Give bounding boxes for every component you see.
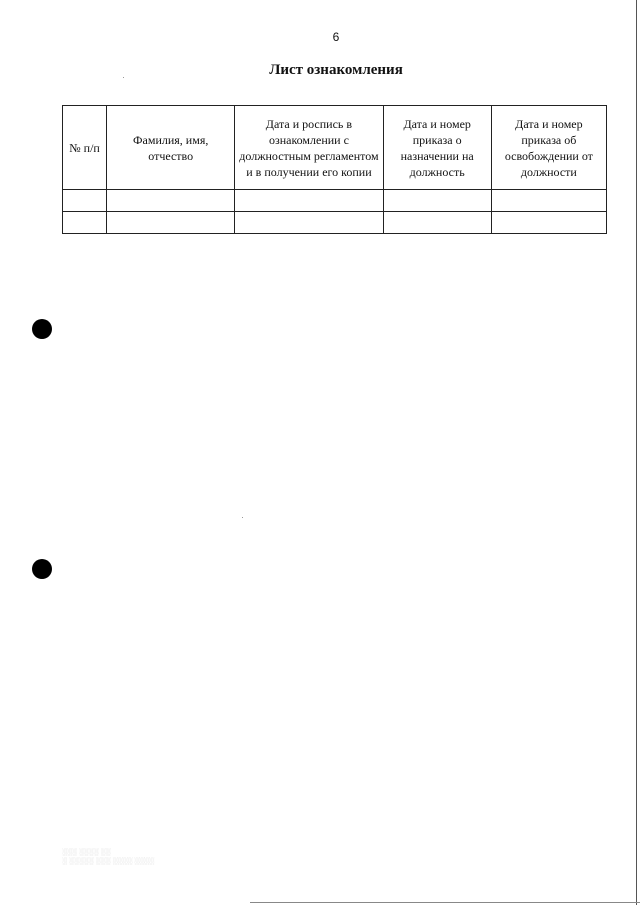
table-cell (63, 190, 107, 212)
page-number: 6 (332, 30, 340, 44)
table-cell (235, 190, 383, 212)
punch-hole (32, 319, 52, 339)
table-row (63, 212, 607, 234)
table-cell (491, 212, 606, 234)
table-cell (107, 190, 235, 212)
page-edge-bottom (250, 902, 640, 903)
table-cell (235, 212, 383, 234)
column-header-full-name: Фамилия, имя, отчество (107, 106, 235, 190)
column-header-number: № п/п (63, 106, 107, 190)
acknowledgement-table (62, 105, 607, 234)
page-edge (636, 0, 637, 905)
table-cell (383, 212, 491, 234)
column-header-signature-date: Дата и роспись в ознакомлении с должностным регламентом и в получении его копии (235, 106, 383, 190)
table-cell (491, 190, 606, 212)
faint-scan-stamp: ░░░ ░░░░ ░░ ░ ░░░░░ ░░░ ░░░░ ░░░░ (62, 849, 155, 865)
document-title: Лист ознакомления (269, 62, 403, 78)
table-header-row (63, 106, 607, 190)
table-cell (383, 190, 491, 212)
column-header-dismissal-order: Дата и номер приказа об освобождении от должности (491, 106, 606, 190)
scan-speck (242, 517, 243, 518)
punch-hole (32, 559, 52, 579)
table-cell (63, 212, 107, 234)
table-cell (107, 212, 235, 234)
column-header-appointment-order: Дата и номер приказа о назначении на должность (383, 106, 491, 190)
scan-speck (123, 77, 124, 78)
table-row (63, 190, 607, 212)
